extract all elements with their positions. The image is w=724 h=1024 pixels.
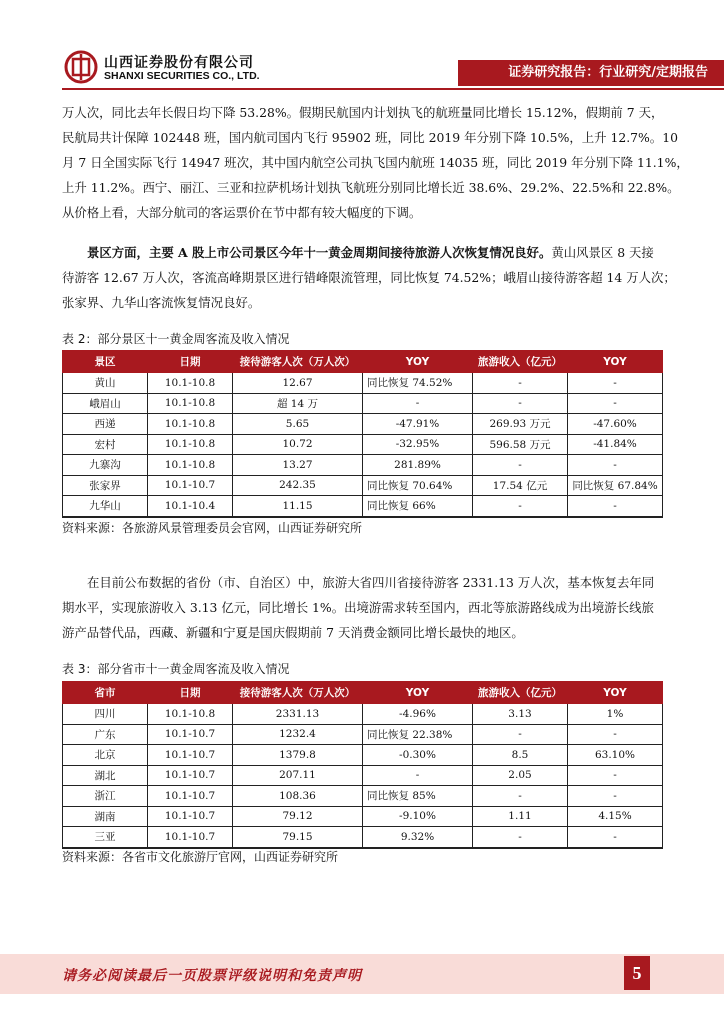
- column-header: 日期: [148, 351, 233, 373]
- company-name-en: SHANXI SECURITIES CO., LTD.: [104, 70, 260, 82]
- table-cell: 79.12: [233, 806, 363, 827]
- table-cell: 10.1-10.8: [148, 393, 233, 414]
- table-cell: -47.91%: [363, 414, 473, 435]
- scenic-line: 张家界、九华山客流恢复情况良好。: [62, 295, 261, 310]
- table-cell: 10.1-10.7: [148, 724, 233, 745]
- table-cell: 269.93 万元: [473, 414, 568, 435]
- column-header: 旅游收入（亿元）: [473, 351, 568, 373]
- table-cell: 9.32%: [363, 827, 473, 848]
- table-cell: 10.1-10.7: [148, 745, 233, 766]
- table-cell: -: [473, 827, 568, 848]
- intro-line: 从价格上看，大部分航司的客运票价在节中都有较大幅度的下调。: [62, 205, 422, 220]
- intro-paragraph: [62, 100, 689, 225]
- table-row: [63, 393, 663, 414]
- table-cell: -: [473, 786, 568, 807]
- column-header: 景区: [63, 351, 148, 373]
- table-cell: 1.11: [473, 806, 568, 827]
- table-cell: 8.5: [473, 745, 568, 766]
- column-header: YOY: [363, 682, 473, 704]
- table3-caption: 表 3：部分省市十一黄金周客流及收入情况: [62, 662, 290, 676]
- company-logo-icon: [64, 50, 98, 84]
- table-cell: 10.1-10.8: [148, 455, 233, 476]
- disclaimer-notice: 请务必阅读最后一页股票评级说明和免责声明: [62, 968, 362, 984]
- table-cell: -32.95%: [363, 434, 473, 455]
- intro-line: 民航局共计保障 102448 班，国内航司国内飞行 95902 班，同比 2019 年分别下降 10.5%，上升 12.7%。10: [62, 130, 678, 145]
- table-cell: -41.84%: [568, 434, 663, 455]
- table-cell: 西递: [63, 414, 148, 435]
- table-cell: 同比恢复 70.64%: [363, 475, 473, 496]
- table2-caption: 表 2：部分景区十一黄金周客流及收入情况: [62, 332, 290, 346]
- table-row: [63, 373, 663, 394]
- table-cell: 四川: [63, 704, 148, 725]
- page-footer: [0, 954, 724, 994]
- table-cell: 北京: [63, 745, 148, 766]
- table-cell: -: [473, 393, 568, 414]
- province-line: 游产品替代品，西藏、新疆和宁夏是国庆假期前 7 天消费金额同比增长最快的地区。: [62, 625, 524, 640]
- column-header: 日期: [148, 682, 233, 704]
- table-cell: 张家界: [63, 475, 148, 496]
- province-line: 在目前公布数据的省份（市、自治区）中，旅游大省四川省接待游客 2331.13 万人次，基本恢复去年同: [87, 575, 655, 590]
- province-line: 期水平，实现旅游收入 3.13 亿元，同比增长 1%。出境游需求转至国内，西北等旅游路线成为出境游长线旅: [62, 600, 654, 615]
- table-cell: 九寨沟: [63, 455, 148, 476]
- table-row: [63, 806, 663, 827]
- table-cell: 596.58 万元: [473, 434, 568, 455]
- table-cell: -: [568, 827, 663, 848]
- table-cell: 10.1-10.7: [148, 806, 233, 827]
- table-row: [63, 704, 663, 725]
- table-cell: 79.15: [233, 827, 363, 848]
- company-name-cn: 山西证券股份有限公司: [104, 55, 254, 71]
- table-cell: 湖北: [63, 765, 148, 786]
- scenic-paragraph: [62, 240, 676, 315]
- table-cell: 10.1-10.7: [148, 475, 233, 496]
- table-cell: 3.13: [473, 704, 568, 725]
- table-cell: 10.1-10.8: [148, 373, 233, 394]
- table-cell: 2331.13: [233, 704, 363, 725]
- table-cell: 281.89%: [363, 455, 473, 476]
- table-cell: 三亚: [63, 827, 148, 848]
- table-cell: 黄山: [63, 373, 148, 394]
- table-cell: 5.65: [233, 414, 363, 435]
- table-cell: -: [473, 373, 568, 394]
- page-header: [0, 0, 724, 92]
- column-header: YOY: [568, 682, 663, 704]
- table-cell: 同比恢复 74.52%: [363, 373, 473, 394]
- table-row: [63, 786, 663, 807]
- table-cell: 108.36: [233, 786, 363, 807]
- table3: [62, 681, 663, 849]
- table-cell: 10.1-10.7: [148, 786, 233, 807]
- table-cell: -: [568, 496, 663, 517]
- table-cell: 10.1-10.7: [148, 765, 233, 786]
- table-cell: -: [568, 786, 663, 807]
- page-number: 5: [624, 956, 650, 990]
- scenic-line: 待游客 12.67 万人次，客流高峰期景区进行错峰限流管理，同比恢复 74.52%；峨眉山接待游客超 14 万人次；: [62, 270, 676, 285]
- table-cell: 广东: [63, 724, 148, 745]
- table-cell: 宏村: [63, 434, 148, 455]
- table-cell: -47.60%: [568, 414, 663, 435]
- table-row: [63, 745, 663, 766]
- table-cell: 242.35: [233, 475, 363, 496]
- intro-line: 万人次，同比去年长假日均下降 53.28%。假期民航国内计划执飞的航班量同比增长 15.12%，假期前 7 天，: [62, 105, 664, 120]
- table-cell: -9.10%: [363, 806, 473, 827]
- table-cell: 1%: [568, 704, 663, 725]
- table-cell: -: [363, 765, 473, 786]
- table-cell: 10.72: [233, 434, 363, 455]
- table-row: [63, 765, 663, 786]
- table-cell: -: [473, 455, 568, 476]
- table-cell: 同比恢复 67.84%: [568, 475, 663, 496]
- column-header: 接待游客人次（万人次）: [233, 682, 363, 704]
- table-cell: -4.96%: [363, 704, 473, 725]
- table-cell: 10.1-10.8: [148, 434, 233, 455]
- table-cell: 11.15: [233, 496, 363, 517]
- scenic-text: 黄山风景区 8 天接: [551, 245, 654, 260]
- table-cell: -: [568, 765, 663, 786]
- table-cell: 湖南: [63, 806, 148, 827]
- table-cell: 同比恢复 85%: [363, 786, 473, 807]
- table-cell: 13.27: [233, 455, 363, 476]
- intro-line: 月 7 日全国实际飞行 14947 班次，其中国内航空公司执飞国内航班 14035 班，同比 2019 年分别下降 11.1%，: [62, 155, 689, 170]
- column-header: 接待游客人次（万人次）: [233, 351, 363, 373]
- column-header: 旅游收入（亿元）: [473, 682, 568, 704]
- table-cell: 1379.8: [233, 745, 363, 766]
- table-cell: 同比恢复 22.38%: [363, 724, 473, 745]
- table-cell: -: [473, 496, 568, 517]
- table-cell: 10.1-10.7: [148, 827, 233, 848]
- column-header: YOY: [568, 351, 663, 373]
- table-cell: -: [363, 393, 473, 414]
- table-cell: -: [568, 373, 663, 394]
- table-row: [63, 414, 663, 435]
- table-cell: 63.10%: [568, 745, 663, 766]
- report-type-banner: 证券研究报告：行业研究/定期报告: [458, 60, 724, 86]
- intro-line: 上升 11.2%。西宁、丽江、三亚和拉萨机场计划执飞航班分别同比增长近 38.6%、29.2%、22.5%和 22.8%。: [62, 180, 680, 195]
- table-cell: -: [473, 724, 568, 745]
- table-cell: 4.15%: [568, 806, 663, 827]
- table-cell: 同比恢复 66%: [363, 496, 473, 517]
- table-row: [63, 724, 663, 745]
- table-cell: 10.1-10.8: [148, 414, 233, 435]
- table-row: [63, 827, 663, 848]
- table-cell: 九华山: [63, 496, 148, 517]
- table-cell: 12.67: [233, 373, 363, 394]
- table-cell: 10.1-10.8: [148, 704, 233, 725]
- table-cell: 2.05: [473, 765, 568, 786]
- table2-source: 资料来源：各旅游风景管理委员会官网，山西证券研究所: [62, 521, 363, 535]
- table2: [62, 350, 663, 518]
- table-cell: 超 14 万: [233, 393, 363, 414]
- table-cell: 峨眉山: [63, 393, 148, 414]
- table-cell: 10.1-10.4: [148, 496, 233, 517]
- table-cell: -: [568, 724, 663, 745]
- table-row: [63, 455, 663, 476]
- table-cell: 浙江: [63, 786, 148, 807]
- table-cell: -: [568, 455, 663, 476]
- table-cell: -0.30%: [363, 745, 473, 766]
- table3-source: 资料来源：各省市文化旅游厅官网，山西证券研究所: [62, 850, 339, 864]
- table-row: [63, 475, 663, 496]
- table-row: [63, 434, 663, 455]
- column-header: 省市: [63, 682, 148, 704]
- table-cell: 207.11: [233, 765, 363, 786]
- column-header: YOY: [363, 351, 473, 373]
- province-paragraph: [62, 570, 662, 645]
- table-cell: 1232.4: [233, 724, 363, 745]
- table-row: [63, 496, 663, 517]
- table-cell: -: [568, 393, 663, 414]
- header-divider: [62, 88, 724, 90]
- table-cell: 17.54 亿元: [473, 475, 568, 496]
- scenic-lead: 景区方面，主要 A 股上市公司景区今年十一黄金周期间接待旅游人次恢复情况良好。: [87, 245, 552, 260]
